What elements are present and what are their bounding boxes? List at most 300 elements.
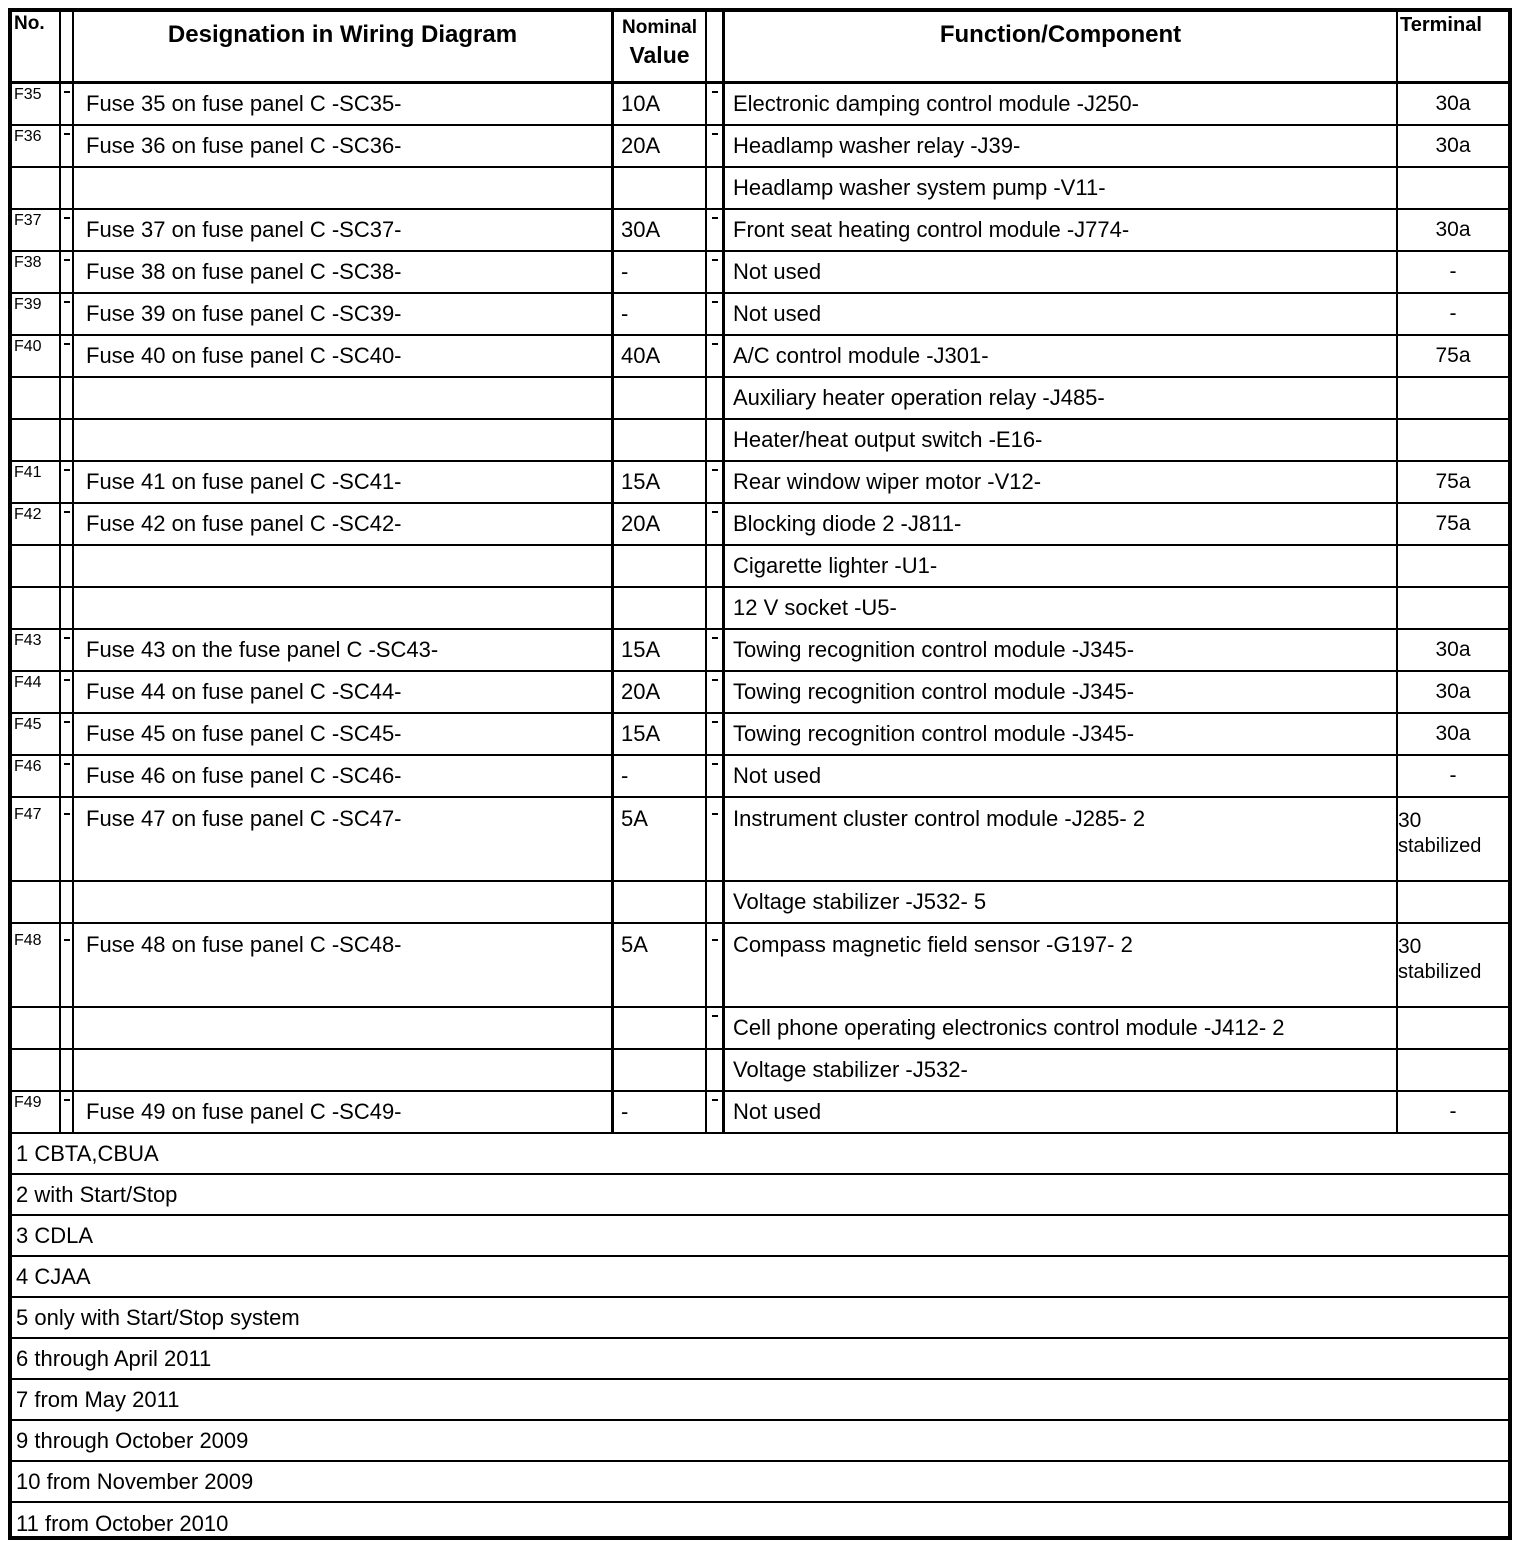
- fuse-id-cell-text: F41: [14, 464, 42, 481]
- function-cell-text: Not used: [733, 1099, 822, 1124]
- function-cell: [722, 378, 1396, 418]
- function-cell: [722, 756, 1396, 796]
- terminal-cell: [1396, 714, 1508, 754]
- footnote-ref-mark: [64, 511, 70, 513]
- header-nominal-line2: Value: [629, 42, 690, 68]
- fuse-row: [12, 882, 1508, 924]
- ref-col-b-cell: [705, 504, 722, 544]
- terminal-cell-text: 30a: [1435, 92, 1471, 115]
- function-cell: [722, 210, 1396, 250]
- ref-col-a-cell: [59, 588, 72, 628]
- designation-cell-text: Fuse 46 on fuse panel C -SC46-: [86, 763, 402, 788]
- ref-col-a-cell: [59, 546, 72, 586]
- fuse-id-cell-text: F37: [14, 212, 42, 229]
- ref-col-a-cell: [59, 798, 72, 880]
- designation-cell: [72, 714, 611, 754]
- function-cell: [722, 1092, 1396, 1132]
- designation-cell-text: Fuse 45 on fuse panel C -SC45-: [86, 721, 402, 746]
- function-cell-text: Headlamp washer relay -J39-: [733, 133, 1021, 158]
- footnote-text: 5 only with Start/Stop system: [16, 1304, 300, 1330]
- ref-col-b-cell: [705, 462, 722, 502]
- fuse-row: [12, 504, 1508, 546]
- footnote-ref-mark: [712, 301, 718, 303]
- designation-cell-text: Fuse 35 on fuse panel C -SC35-: [86, 91, 402, 116]
- function-cell: [722, 126, 1396, 166]
- function-cell-text: Towing recognition control module -J345-: [733, 721, 1135, 746]
- terminal-cell-text: 30: [1398, 935, 1422, 958]
- terminal-cell-line2: stabilized: [1398, 961, 1482, 983]
- footnote-text: 4 CJAA: [16, 1263, 91, 1289]
- designation-cell: [72, 84, 611, 124]
- designation-cell-text: Fuse 38 on fuse panel C -SC38-: [86, 259, 402, 284]
- fuse-id-cell: [12, 378, 59, 418]
- fuse-id-cell: [12, 252, 59, 292]
- footnote-ref-mark: [64, 301, 70, 303]
- function-cell-text: A/C control module -J301-: [733, 343, 989, 368]
- function-cell-text: Voltage stabilizer -J532-: [733, 1057, 968, 1082]
- header-spacer-a: [59, 12, 72, 81]
- nominal-value-cell: [611, 588, 705, 628]
- fuse-id-cell: [12, 462, 59, 502]
- nominal-value-cell-text: -: [621, 259, 629, 284]
- nominal-value-cell-text: -: [621, 301, 629, 326]
- header-no-label: No.: [14, 13, 45, 34]
- nominal-value-cell: [611, 252, 705, 292]
- footnote-text: 9 through October 2009: [16, 1427, 249, 1453]
- nominal-value-cell: [611, 546, 705, 586]
- header-terminal: [1396, 12, 1508, 81]
- function-cell-text: Not used: [733, 301, 822, 326]
- fuse-id-cell-text: F49: [14, 1094, 42, 1111]
- footnote-ref-mark: [712, 637, 718, 639]
- function-cell-text: Instrument cluster control module -J285- 2: [733, 806, 1146, 831]
- fuse-id-cell-text: F42: [14, 506, 42, 523]
- nominal-value-cell-text: 5A: [621, 806, 648, 831]
- fuse-row: [12, 1050, 1508, 1092]
- designation-cell: [72, 336, 611, 376]
- fuse-id-cell: [12, 126, 59, 166]
- function-cell-text: 12 V socket -U5-: [733, 595, 897, 620]
- fuse-id-cell-text: F45: [14, 716, 42, 733]
- ref-col-b-cell: [705, 714, 722, 754]
- function-cell: [722, 252, 1396, 292]
- ref-col-a-cell: [59, 210, 72, 250]
- ref-col-b-cell: [705, 252, 722, 292]
- footnote-text: 11 from October 2010: [16, 1510, 229, 1536]
- terminal-cell: [1396, 84, 1508, 124]
- terminal-cell: [1396, 420, 1508, 460]
- fuse-id-cell-text: F43: [14, 632, 42, 649]
- footnote-text: 7 from May 2011: [16, 1386, 180, 1412]
- footnote-row: [12, 1339, 1508, 1380]
- footnote-row: [12, 1175, 1508, 1216]
- designation-cell-text: Fuse 39 on fuse panel C -SC39-: [86, 301, 402, 326]
- ref-col-b-cell: [705, 1050, 722, 1090]
- footnote-ref-mark: [64, 217, 70, 219]
- function-cell-text: Compass magnetic field sensor -G197- 2: [733, 932, 1133, 957]
- fuse-id-cell-text: F40: [14, 338, 42, 355]
- fuse-row: [12, 378, 1508, 420]
- function-cell-text: Cigarette lighter -U1-: [733, 553, 938, 578]
- ref-col-b-cell: [705, 672, 722, 712]
- footnote-text: 10 from November 2009: [16, 1468, 254, 1494]
- footnote-ref-mark: [64, 259, 70, 261]
- designation-cell: [72, 756, 611, 796]
- fuse-row: [12, 546, 1508, 588]
- fuse-row: [12, 420, 1508, 462]
- designation-cell: [72, 126, 611, 166]
- ref-col-b-cell: [705, 210, 722, 250]
- fuse-row: [12, 126, 1508, 168]
- footnote-ref-mark: [64, 133, 70, 135]
- terminal-cell: [1396, 462, 1508, 502]
- terminal-cell-text: -: [1449, 260, 1457, 283]
- fuse-id-cell: [12, 336, 59, 376]
- function-cell: [722, 672, 1396, 712]
- ref-col-b-cell: [705, 630, 722, 670]
- footnote-ref-mark: [712, 91, 718, 93]
- fuse-row: [12, 168, 1508, 210]
- nominal-value-cell-text: 30A: [621, 217, 661, 242]
- nominal-value-cell: [611, 168, 705, 208]
- terminal-cell-text: 75a: [1435, 344, 1471, 367]
- fuse-row: [12, 630, 1508, 672]
- terminal-cell-text: 75a: [1435, 470, 1471, 493]
- fuse-id-cell: [12, 504, 59, 544]
- function-cell: [722, 420, 1396, 460]
- table-header-row: [12, 12, 1508, 84]
- fuse-row: [12, 714, 1508, 756]
- fuse-id-cell: [12, 84, 59, 124]
- footnote-ref-mark: [712, 1099, 718, 1101]
- fuse-id-cell-text: F38: [14, 254, 42, 271]
- terminal-cell: [1396, 798, 1508, 880]
- fuse-id-cell: [12, 294, 59, 334]
- terminal-cell: [1396, 924, 1508, 1006]
- designation-cell-text: Fuse 49 on fuse panel C -SC49-: [86, 1099, 402, 1124]
- ref-col-a-cell: [59, 924, 72, 1006]
- footnote-text: 1 CBTA,CBUA: [16, 1140, 159, 1166]
- nominal-value-cell-text: 15A: [621, 637, 661, 662]
- fuse-id-cell: [12, 588, 59, 628]
- header-nominal-value: [611, 12, 705, 81]
- ref-col-a-cell: [59, 1092, 72, 1132]
- fuse-row: [12, 798, 1508, 882]
- function-cell: [722, 588, 1396, 628]
- nominal-value-cell-text: -: [621, 763, 629, 788]
- designation-cell: [72, 420, 611, 460]
- footnote-row: [12, 1298, 1508, 1339]
- nominal-value-cell: [611, 1092, 705, 1132]
- footnote-row: [12, 1421, 1508, 1462]
- footnote-ref-mark: [64, 637, 70, 639]
- function-cell: [722, 294, 1396, 334]
- ref-col-a-cell: [59, 378, 72, 418]
- fuse-id-cell: [12, 1008, 59, 1048]
- function-cell-text: Rear window wiper motor -V12-: [733, 469, 1042, 494]
- ref-col-b-cell: [705, 168, 722, 208]
- fuse-id-cell: [12, 882, 59, 922]
- function-cell: [722, 1050, 1396, 1090]
- fuse-row: [12, 462, 1508, 504]
- terminal-cell-text: -: [1449, 1100, 1457, 1123]
- footnote-ref-mark: [712, 133, 718, 135]
- terminal-cell-text: 30a: [1435, 134, 1471, 157]
- fuse-table-footnotes: [12, 1134, 1508, 1544]
- footnote-ref-mark: [64, 1099, 70, 1101]
- footnote-text: 6 through April 2011: [16, 1345, 212, 1371]
- terminal-cell-line2: stabilized: [1398, 835, 1482, 857]
- footnote-ref-mark: [712, 721, 718, 723]
- ref-col-a-cell: [59, 1050, 72, 1090]
- function-cell-text: Voltage stabilizer -J532- 5: [733, 889, 987, 914]
- terminal-cell: [1396, 336, 1508, 376]
- header-designation-label: Designation in Wiring Diagram: [167, 21, 518, 48]
- designation-cell: [72, 462, 611, 502]
- designation-cell: [72, 588, 611, 628]
- function-cell-text: Towing recognition control module -J345-: [733, 637, 1135, 662]
- designation-cell-text: Fuse 42 on fuse panel C -SC42-: [86, 511, 402, 536]
- footnote-ref-mark: [712, 343, 718, 345]
- footnote-ref-mark: [64, 469, 70, 471]
- designation-cell: [72, 1092, 611, 1132]
- nominal-value-cell: [611, 462, 705, 502]
- ref-col-a-cell: [59, 462, 72, 502]
- nominal-value-cell-text: -: [621, 1099, 629, 1124]
- header-terminal-label: Terminal: [1400, 14, 1482, 36]
- function-cell-text: Heater/heat output switch -E16-: [733, 427, 1043, 452]
- ref-col-b-cell: [705, 924, 722, 1006]
- designation-cell: [72, 378, 611, 418]
- ref-col-b-cell: [705, 756, 722, 796]
- designation-cell: [72, 1050, 611, 1090]
- fuse-id-cell: [12, 1092, 59, 1132]
- nominal-value-cell-text: 40A: [621, 343, 661, 368]
- fuse-id-cell: [12, 672, 59, 712]
- fuse-id-cell-text: F39: [14, 296, 42, 313]
- function-cell-text: Not used: [733, 763, 822, 788]
- terminal-cell: [1396, 1050, 1508, 1090]
- fuse-row: [12, 588, 1508, 630]
- ref-col-b-cell: [705, 84, 722, 124]
- fuse-id-cell-text: F46: [14, 758, 42, 775]
- footnote-ref-mark: [64, 763, 70, 765]
- terminal-cell-text: -: [1449, 302, 1457, 325]
- nominal-value-cell-text: 15A: [621, 721, 661, 746]
- terminal-cell: [1396, 588, 1508, 628]
- ref-col-a-cell: [59, 252, 72, 292]
- footnote-ref-mark: [712, 813, 718, 815]
- nominal-value-cell-text: 5A: [621, 932, 648, 957]
- ref-col-a-cell: [59, 714, 72, 754]
- nominal-value-cell: [611, 1050, 705, 1090]
- nominal-value-cell: [611, 84, 705, 124]
- footnote-row: [12, 1503, 1508, 1544]
- header-no: [12, 12, 59, 81]
- footnote-ref-mark: [712, 469, 718, 471]
- terminal-cell-text: 30a: [1435, 722, 1471, 745]
- designation-cell-text: Fuse 36 on fuse panel C -SC36-: [86, 133, 402, 158]
- fuse-id-cell: [12, 546, 59, 586]
- fuse-row: [12, 210, 1508, 252]
- designation-cell-text: Fuse 37 on fuse panel C -SC37-: [86, 217, 402, 242]
- designation-cell: [72, 168, 611, 208]
- footnote-ref-mark: [712, 217, 718, 219]
- terminal-cell: [1396, 504, 1508, 544]
- fuse-row: [12, 672, 1508, 714]
- designation-cell-text: Fuse 41 on fuse panel C -SC41-: [86, 469, 402, 494]
- designation-cell: [72, 294, 611, 334]
- footnote-row: [12, 1257, 1508, 1298]
- fuse-row: [12, 1008, 1508, 1050]
- nominal-value-cell: [611, 420, 705, 460]
- fuse-row: [12, 294, 1508, 336]
- footnote-row: [12, 1134, 1508, 1175]
- footnote-ref-mark: [64, 813, 70, 815]
- ref-col-b-cell: [705, 126, 722, 166]
- designation-cell-text: Fuse 48 on fuse panel C -SC48-: [86, 932, 402, 957]
- fuse-row: [12, 1092, 1508, 1134]
- terminal-cell: [1396, 378, 1508, 418]
- nominal-value-cell: [611, 882, 705, 922]
- nominal-value-cell: [611, 378, 705, 418]
- ref-col-a-cell: [59, 336, 72, 376]
- ref-col-b-cell: [705, 546, 722, 586]
- fuse-row: [12, 756, 1508, 798]
- header-function: [722, 12, 1396, 81]
- ref-col-a-cell: [59, 168, 72, 208]
- fuse-id-cell: [12, 714, 59, 754]
- terminal-cell-text: 30a: [1435, 680, 1471, 703]
- fuse-table: [8, 8, 1512, 1540]
- nominal-value-cell: [611, 924, 705, 1006]
- nominal-value-cell-text: 20A: [621, 511, 661, 536]
- fuse-row: [12, 924, 1508, 1008]
- nominal-value-cell-text: 15A: [621, 469, 661, 494]
- ref-col-a-cell: [59, 504, 72, 544]
- terminal-cell: [1396, 672, 1508, 712]
- ref-col-a-cell: [59, 756, 72, 796]
- designation-cell: [72, 546, 611, 586]
- function-cell: [722, 462, 1396, 502]
- header-nominal-line1: Nominal: [622, 17, 697, 38]
- fuse-id-cell-text: F44: [14, 674, 42, 691]
- designation-cell: [72, 252, 611, 292]
- ref-col-a-cell: [59, 420, 72, 460]
- terminal-cell: [1396, 168, 1508, 208]
- function-cell: [722, 546, 1396, 586]
- function-cell-text: Not used: [733, 259, 822, 284]
- header-designation: [72, 12, 611, 81]
- function-cell-text: Blocking diode 2 -J811-: [733, 511, 962, 536]
- footnote-ref-mark: [64, 91, 70, 93]
- footnote-ref-mark: [712, 1015, 718, 1017]
- function-cell: [722, 714, 1396, 754]
- terminal-cell: [1396, 1008, 1508, 1048]
- terminal-cell: [1396, 630, 1508, 670]
- designation-cell-text: Fuse 40 on fuse panel C -SC40-: [86, 343, 402, 368]
- nominal-value-cell: [611, 336, 705, 376]
- footnote-ref-mark: [712, 511, 718, 513]
- nominal-value-cell: [611, 630, 705, 670]
- fuse-id-cell: [12, 1050, 59, 1090]
- ref-col-a-cell: [59, 672, 72, 712]
- designation-cell: [72, 1008, 611, 1048]
- terminal-cell-text: -: [1449, 764, 1457, 787]
- designation-cell-text: Fuse 44 on fuse panel C -SC44-: [86, 679, 402, 704]
- footnote-ref-mark: [712, 259, 718, 261]
- ref-col-b-cell: [705, 294, 722, 334]
- nominal-value-cell: [611, 294, 705, 334]
- function-cell: [722, 924, 1396, 1006]
- ref-col-b-cell: [705, 588, 722, 628]
- function-cell-text: Front seat heating control module -J774-: [733, 217, 1130, 242]
- header-function-label: Function/Component: [939, 21, 1182, 48]
- footnote-row: [12, 1216, 1508, 1257]
- ref-col-b-cell: [705, 1008, 722, 1048]
- nominal-value-cell: [611, 714, 705, 754]
- ref-col-a-cell: [59, 1008, 72, 1048]
- designation-cell: [72, 672, 611, 712]
- fuse-id-cell-text: F47: [14, 806, 42, 823]
- nominal-value-cell-text: 20A: [621, 679, 661, 704]
- designation-cell: [72, 798, 611, 880]
- nominal-value-cell: [611, 210, 705, 250]
- fuse-id-cell-text: F48: [14, 932, 42, 949]
- ref-col-b-cell: [705, 420, 722, 460]
- terminal-cell: [1396, 1092, 1508, 1132]
- function-cell-text: Towing recognition control module -J345-: [733, 679, 1135, 704]
- designation-cell-text: Fuse 43 on the fuse panel C -SC43-: [86, 637, 439, 662]
- fuse-id-cell-text: F35: [14, 86, 42, 103]
- terminal-cell: [1396, 252, 1508, 292]
- fuse-id-cell: [12, 168, 59, 208]
- fuse-id-cell: [12, 210, 59, 250]
- terminal-cell: [1396, 210, 1508, 250]
- terminal-cell: [1396, 756, 1508, 796]
- nominal-value-cell-text: 10A: [621, 91, 661, 116]
- nominal-value-cell: [611, 1008, 705, 1048]
- function-cell: [722, 1008, 1396, 1048]
- ref-col-b-cell: [705, 882, 722, 922]
- terminal-cell-text: 30a: [1435, 218, 1471, 241]
- ref-col-b-cell: [705, 378, 722, 418]
- nominal-value-cell: [611, 798, 705, 880]
- footnote-ref-mark: [64, 679, 70, 681]
- function-cell-text: Cell phone operating electronics control module -J412- 2: [733, 1015, 1285, 1040]
- terminal-cell-text: 75a: [1435, 512, 1471, 535]
- ref-col-b-cell: [705, 1092, 722, 1132]
- ref-col-a-cell: [59, 882, 72, 922]
- designation-cell: [72, 924, 611, 1006]
- ref-col-a-cell: [59, 294, 72, 334]
- footnote-text: 2 with Start/Stop: [16, 1181, 178, 1207]
- footnote-ref-mark: [64, 343, 70, 345]
- footnote-row: [12, 1462, 1508, 1503]
- function-cell: [722, 504, 1396, 544]
- fuse-id-cell: [12, 798, 59, 880]
- header-spacer-b: [705, 12, 722, 81]
- terminal-cell: [1396, 546, 1508, 586]
- fuse-row: [12, 336, 1508, 378]
- nominal-value-cell: [611, 504, 705, 544]
- designation-cell-text: Fuse 47 on fuse panel C -SC47-: [86, 806, 402, 831]
- fuse-id-cell-text: F36: [14, 128, 42, 145]
- nominal-value-cell: [611, 672, 705, 712]
- function-cell: [722, 798, 1396, 880]
- fuse-table-body: [12, 84, 1508, 1134]
- nominal-value-cell-text: 20A: [621, 133, 661, 158]
